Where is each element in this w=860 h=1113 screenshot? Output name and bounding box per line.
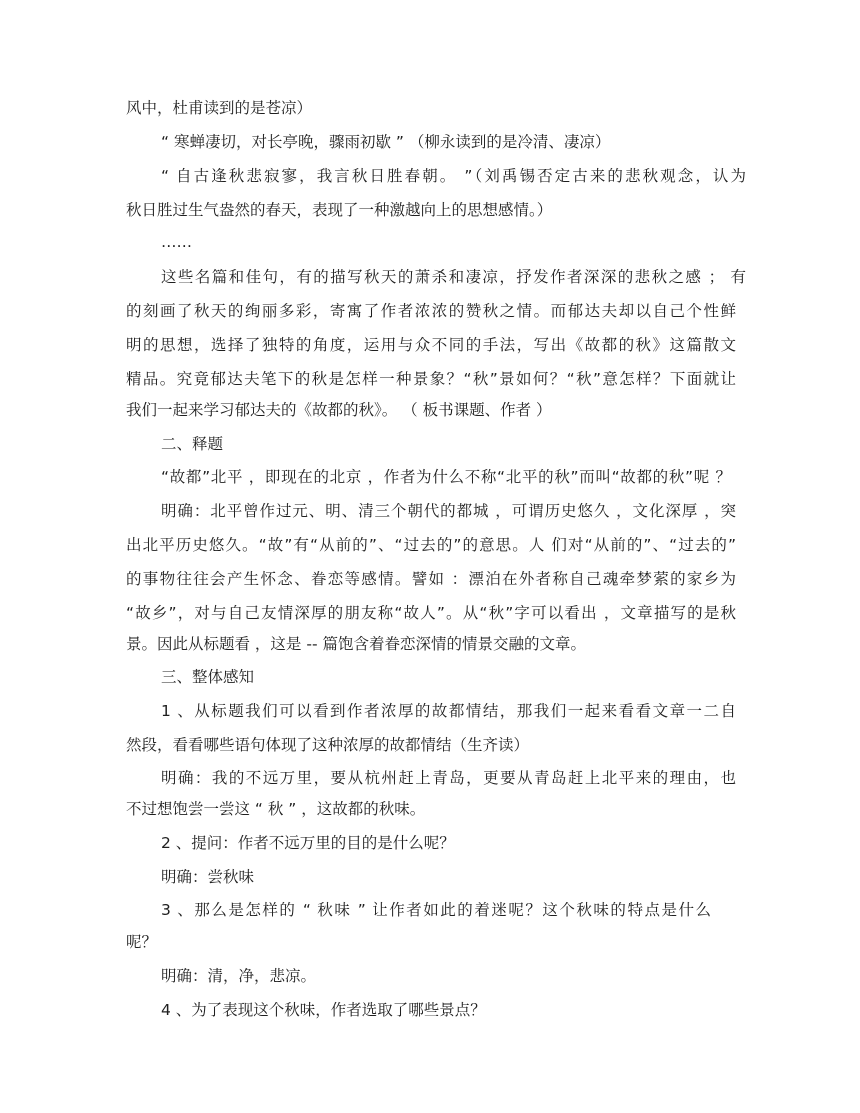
text-line: 秋日胜过生气盎然的春天，表现了一种激越向上的思想感情。） (126, 201, 553, 219)
text-line: 明确：北平曾作过元、明、清三个朝代的都城 ，可谓历史悠久 ，文化深厚 ，突 (161, 502, 736, 520)
text-line: “ 寒蝉凄切，对长亭晚，骤雨初歇 ” （柳永读到的是冷清、凄凉） (161, 133, 611, 151)
text-line: 的刻画了秋天的绚丽多彩，寄寓了作者浓浓的赞秋之情。而郁达夫却以自己个性鲜 (126, 302, 736, 320)
text-line: 然段，看看哪些语句体现了这种浓厚的故都情结（生齐读） (126, 736, 530, 754)
text-line: 这些名篇和佳句，有的描写秋天的萧杀和凄凉，抒发作者深深的悲秋之感 ； 有 (161, 268, 746, 286)
text-line: 出北平历史悠久。“故”有“从前的”、“过去的”的意思。人 们对“从前的”、“过去的” (126, 536, 736, 554)
text-line: “ 自古逢秋悲寂寥，我言秋日胜春朝。 ”（刘禹锡否定古来的悲秋观念，认为 (161, 167, 746, 185)
text-line: 景。因此从标题看 ，这是 -- 篇饱含着眷恋深情的情景交融的文章。 (126, 635, 586, 653)
text-line: 3 、那么是怎样的 “ 秋味 ” 让作者如此的着迷呢？这个秋味的特点是什么 (161, 901, 711, 919)
text-line: 的事物往往会产生怀念、眷恋等感情。譬如 ：漂泊在外者称自己魂牵梦萦的家乡为 (126, 570, 736, 588)
text-line: 明确：尝秋味 (161, 868, 255, 886)
text-line: “故乡”，对与自己友情深厚的朋友称“故人”。从“秋”字可以看出 ，文章描写的是秋 (126, 604, 736, 622)
text-line: 明确：我的不远万里，要从杭州赶上青岛，更要从青岛赶上北平来的理由，也 (161, 769, 736, 787)
text-line: 我们一起来学习郁达夫的《故都的秋》。 （ 板书课题、作者 ） (126, 401, 552, 419)
text-line: 4 、为了表现这个秋味，作者选取了哪些景点？ (161, 1001, 486, 1019)
text-line: “故都”北平 ，即现在的北京 ，作者为什么不称“北平的秋”而叫“故都的秋”呢 ？ (161, 468, 731, 486)
text-line: 精品。究竟郁达夫笔下的秋是怎样一种景象？“秋”景如何？“秋”意怎样？下面就让 (126, 370, 736, 388)
section-heading: 二、释题 (161, 435, 224, 453)
text-line: 明的思想，选择了独特的角度，运用与众不同的手法，写出《故都的秋》这篇散文 (126, 336, 736, 354)
text-line: 风中，杜甫读到的是苍凉） (126, 99, 313, 117)
text-line: 呢？ (126, 933, 158, 951)
ellipsis-line: …… (161, 233, 192, 251)
text-line: 2 、提问：作者不远万里的目的是什么呢？ (161, 834, 455, 852)
text-line: 不过想饱尝一尝这 “ 秋 ” ，这故都的秋味。 (126, 800, 426, 818)
text-line: 1 、从标题我们可以看到作者浓厚的故都情结，那我们一起来看看文章一二自 (161, 702, 736, 720)
section-heading: 三、整体感知 (161, 668, 255, 686)
text-line: 明确：清，净，悲凉。 (161, 967, 317, 985)
